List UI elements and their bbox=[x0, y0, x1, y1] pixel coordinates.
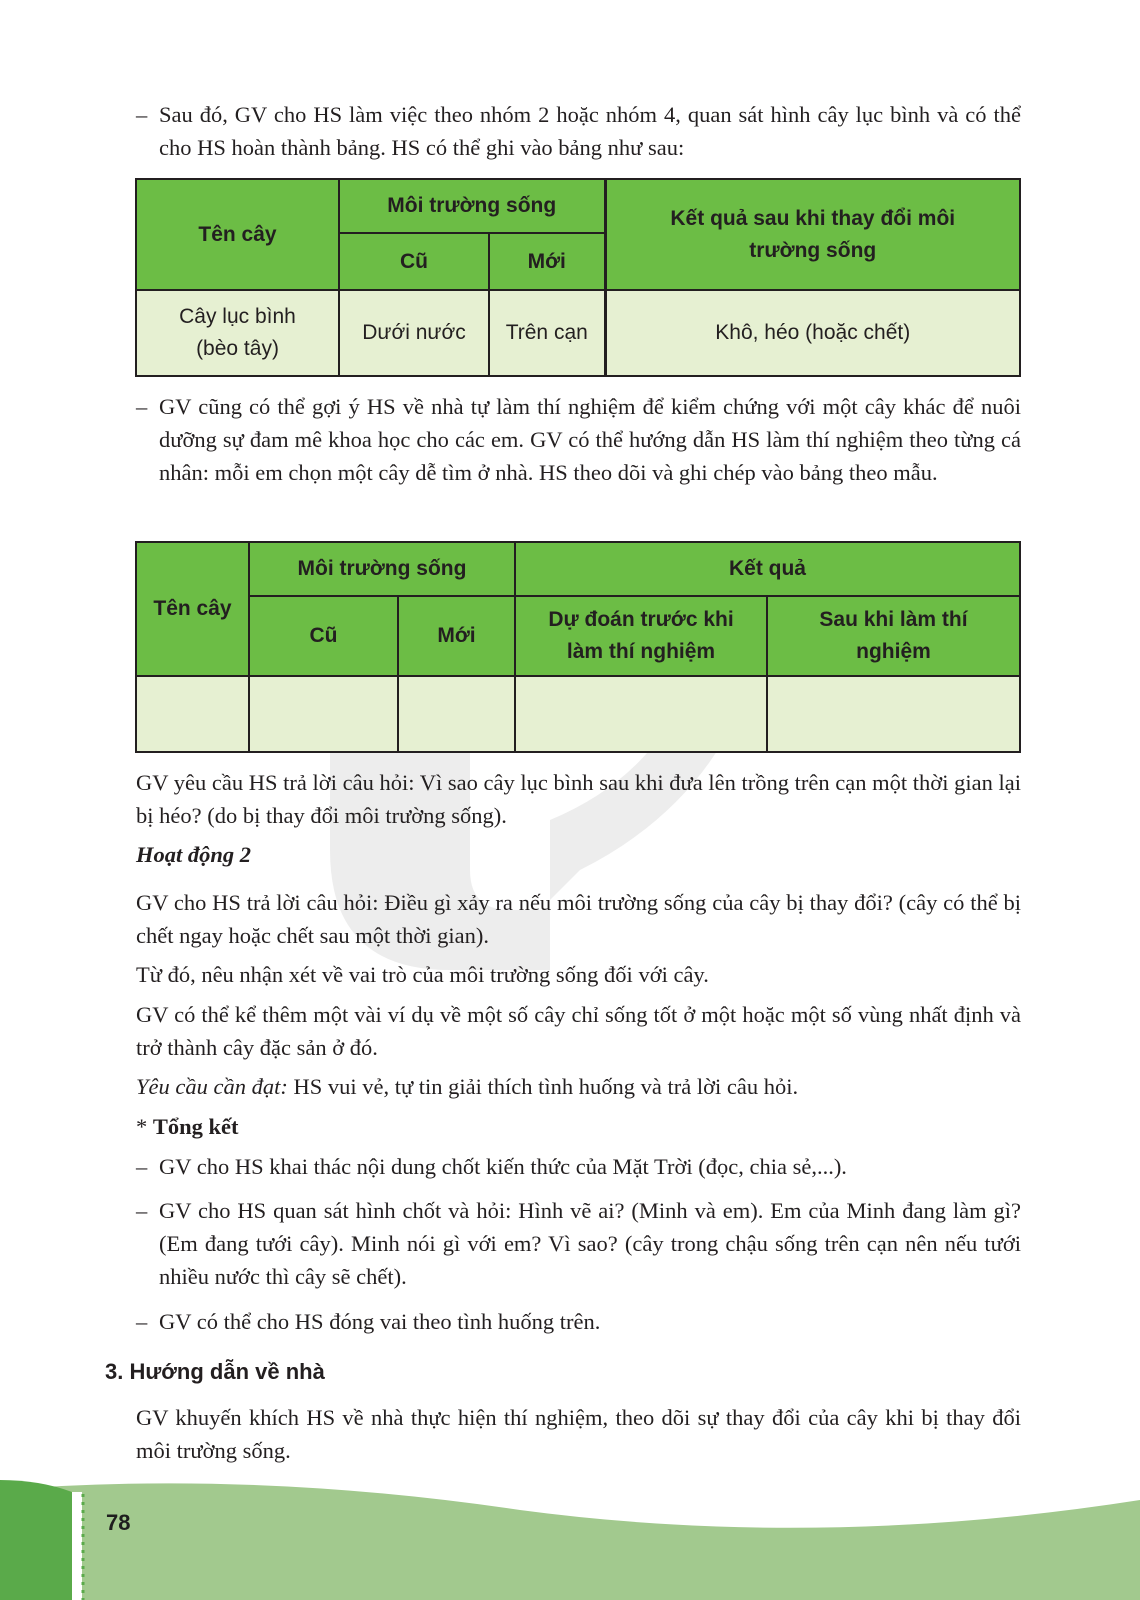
page-number: 78 bbox=[106, 1510, 131, 1535]
header-new: Mới bbox=[398, 596, 515, 676]
dash-marker: – bbox=[136, 394, 148, 419]
list-item bbox=[136, 1194, 1021, 1293]
intro-list-item bbox=[136, 98, 1021, 164]
header-environment: Môi trường sống bbox=[249, 542, 515, 596]
activity-2-paragraph-2: Từ đó, nêu nhận xét về vai trò của môi trường sống đối với cây. bbox=[136, 962, 709, 987]
summary-item-2: GV cho HS quan sát hình chốt và hỏi: Hình vẽ ai? (Minh và em). Em của Minh đang làm gì? (Em đang tưới cây). Minh nói gì với em? Vì sao? (cây trong chậu sống trên cạn nên nếu tưới nhiều nước thì cây sẽ chết). bbox=[159, 1198, 1021, 1289]
summary-item-1: GV cho HS khai thác nội dung chốt kiến thức của Mặt Trời (đọc, chia sẻ,...). bbox=[159, 1154, 847, 1179]
plant-environment-table bbox=[135, 178, 1021, 377]
list-item bbox=[136, 1150, 1021, 1183]
dash-marker: – bbox=[136, 1309, 148, 1334]
header-environment: Môi trường sống bbox=[339, 179, 605, 233]
dash-marker: – bbox=[136, 1198, 148, 1223]
table-row bbox=[136, 676, 1020, 752]
header-old: Cũ bbox=[249, 596, 398, 676]
summary-item-3: GV có thể cho HS đóng vai theo tình huống trên. bbox=[159, 1309, 601, 1334]
empty-cell bbox=[249, 676, 398, 752]
requirement-text: HS vui vẻ, tự tin giải thích tình huống và trả lời câu hỏi. bbox=[287, 1074, 799, 1099]
summary-star: * bbox=[136, 1114, 153, 1139]
requirement-paragraph bbox=[136, 1070, 1021, 1103]
empty-cell bbox=[398, 676, 515, 752]
header-old: Cũ bbox=[339, 233, 489, 290]
dash-marker: – bbox=[136, 102, 148, 127]
header-prediction: Dự đoán trước khi làm thí nghiệm bbox=[515, 596, 767, 676]
table-row bbox=[136, 290, 1020, 376]
cell-plant-name: Cây lục bình (bèo tây) bbox=[136, 290, 339, 376]
experiment-text: GV cũng có thể gợi ý HS về nhà tự làm thí nghiệm để kiểm chứng với một cây khác để nuôi dưỡng sự đam mê khoa học cho các em. GV có thể hướng dẫn HS làm thí nghiệm theo từng cá nhân: mỗi em chọn một cây dễ tìm ở nhà. HS theo dõi và ghi chép vào bảng theo mẫu. bbox=[159, 394, 1021, 485]
list-item bbox=[136, 1305, 1021, 1338]
question-paragraph: GV yêu cầu HS trả lời câu hỏi: Vì sao cây lục bình sau khi đưa lên trồng trên cạn một thời gian lại bị héo? (do bị thay đổi môi trường sống). bbox=[136, 770, 1021, 828]
cell-result: Khô, héo (hoặc chết) bbox=[605, 290, 1020, 376]
cell-old-env: Dưới nước bbox=[339, 290, 489, 376]
summary-heading bbox=[136, 1110, 239, 1143]
empty-cell bbox=[515, 676, 767, 752]
experiment-list-item bbox=[136, 390, 1021, 489]
empty-cell bbox=[136, 676, 249, 752]
header-result: Kết quả bbox=[515, 542, 1020, 596]
empty-cell bbox=[767, 676, 1020, 752]
experiment-record-table bbox=[135, 541, 1021, 753]
cell-new-env: Trên cạn bbox=[489, 290, 605, 376]
intro-text: Sau đó, GV cho HS làm việc theo nhóm 2 hoặc nhóm 4, quan sát hình cây lục bình và có thể cho HS hoàn thành bảng. HS có thể ghi vào bảng như sau: bbox=[159, 102, 1021, 160]
footer-wave-decoration bbox=[0, 1470, 1140, 1600]
header-after-experiment: Sau khi làm thí nghiệm bbox=[767, 596, 1020, 676]
dash-marker: – bbox=[136, 1154, 148, 1179]
header-result: Kết quả sau khi thay đổi môi trường sống bbox=[605, 179, 1020, 290]
summary-heading-text: Tổng kết bbox=[152, 1114, 239, 1139]
section-3-heading: 3. Hướng dẫn về nhà bbox=[105, 1359, 325, 1384]
header-new: Mới bbox=[489, 233, 605, 290]
header-plant-name: Tên cây bbox=[136, 542, 249, 676]
activity-2-paragraph-1: GV cho HS trả lời câu hỏi: Điều gì xảy ra nếu môi trường sống của cây bị thay đổi? (cây có thể bị chết ngay hoặc chết sau một thời gian). bbox=[136, 890, 1021, 948]
section-3-paragraph: GV khuyến khích HS về nhà thực hiện thí nghiệm, theo dõi sự thay đổi của cây khi bị thay đổi môi trường sống. bbox=[136, 1405, 1021, 1463]
activity-2-heading: Hoạt động 2 bbox=[136, 842, 252, 867]
requirement-label: Yêu cầu cần đạt: bbox=[136, 1074, 288, 1099]
activity-2-paragraph-3: GV có thể kể thêm một vài ví dụ về một số cây chỉ sống tốt ở một hoặc một số vùng nhất định và trở thành cây đặc sản ở đó. bbox=[136, 1002, 1021, 1060]
header-plant-name: Tên cây bbox=[136, 179, 339, 290]
